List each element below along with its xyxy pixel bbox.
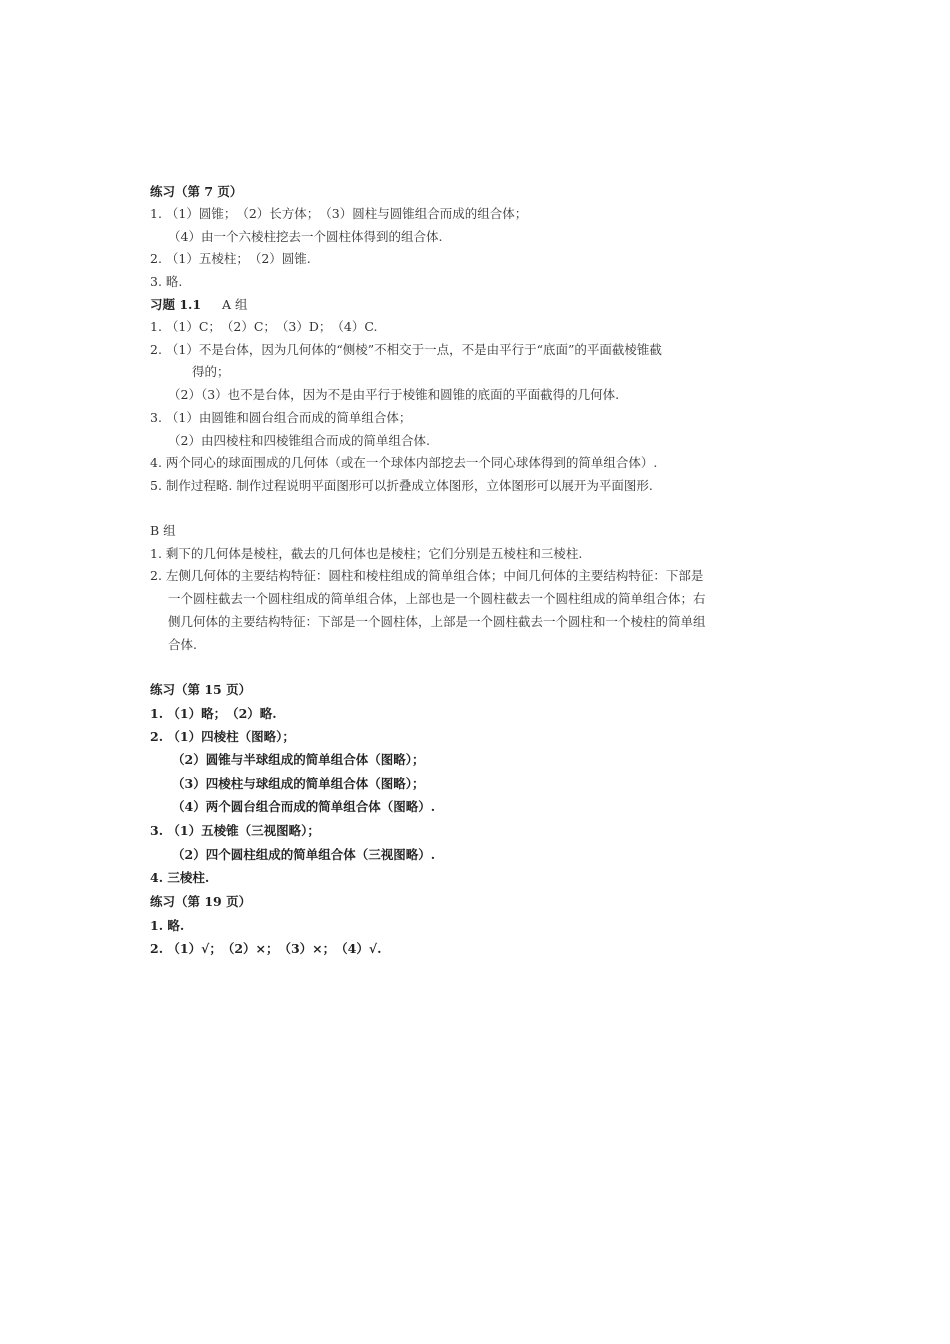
answer-line: 1. 略.: [150, 918, 185, 933]
answer-line: （4）两个圆台组合而成的简单组合体（图略）.: [172, 799, 436, 814]
section-title-exercise-p7: 练习（第 7 页）: [150, 184, 243, 199]
answer-line: 2. （1）√； （2）×； （3）×； （4）√.: [150, 941, 382, 956]
section-title-exercise-p19: 练习（第 19 页）: [150, 894, 252, 909]
answer-line: （2）（3）也不是台体，因为不是由平行于棱锥和圆锥的底面的平面截得的几何体.: [168, 387, 620, 402]
answer-line: 一个圆柱截去一个圆柱组成的简单组合体，上部也是一个圆柱截去一个圆柱组成的简单组合体；右: [168, 591, 706, 606]
answer-line: 3. 略.: [150, 274, 183, 289]
answer-line: 2. 左侧几何体的主要结构特征：圆柱和棱柱组成的简单组合体；中间几何体的主要结构特征：下部是: [150, 568, 704, 583]
answer-line: （2）圆锥与半球组成的简单组合体（图略）；: [172, 752, 425, 767]
answer-line: 1. （1）圆锥； （2）长方体； （3）圆柱与圆锥组合而成的组合体；: [150, 206, 528, 221]
answer-line: 4. 两个同心的球面围成的几何体（或在一个球体内部挖去一个同心球体得到的简单组合体）.: [150, 455, 658, 470]
answer-line: 2. （1）五棱柱； （2）圆锥.: [150, 251, 311, 266]
section-title-exercise-p15: 练习（第 15 页）: [150, 682, 252, 697]
answer-line: 3. （1）五棱锥（三视图略）；: [150, 823, 320, 838]
group-label-b: B 组: [150, 523, 176, 538]
answer-line: 得的；: [192, 364, 230, 379]
answer-line: 1. （1）C； （2）C； （3）D； （4）C.: [150, 319, 378, 334]
answer-line: 侧几何体的主要结构特征：下部是一个圆柱体，上部是一个圆柱截去一个圆柱和一个棱柱的简单组: [168, 614, 706, 629]
answer-line: 2. （1）四棱柱（图略）；: [150, 729, 295, 744]
answer-line: 4. 三棱柱.: [150, 870, 210, 885]
answer-line: （2）四个圆柱组成的简单组合体（三视图略）.: [172, 847, 436, 862]
answer-line: （4）由一个六棱柱挖去一个圆柱体得到的组合体.: [168, 229, 443, 244]
answer-line: 2. （1）不是台体，因为几何体的“侧棱”不相交于一点，不是由平行于“底面”的平面截棱锥截: [150, 342, 662, 357]
answer-line: 1. 剩下的几何体是棱柱，截去的几何体也是棱柱；它们分别是五棱柱和三棱柱.: [150, 546, 583, 561]
answer-line: 3. （1）由圆锥和圆台组合而成的简单组合体；: [150, 410, 412, 425]
section-title-problems-1-1: 习题 1.1: [150, 297, 202, 312]
answer-line: 合体.: [168, 637, 197, 652]
answer-line: 5. 制作过程略. 制作过程说明平面图形可以折叠成立体图形，立体图形可以展开为平面图形.: [150, 478, 653, 493]
group-label-a: A 组: [222, 297, 248, 312]
answer-line: （3）四棱柱与球组成的简单组合体（图略）；: [172, 776, 425, 791]
answer-line: （2）由四棱柱和四棱锥组合而成的简单组合体.: [168, 433, 430, 448]
answer-line: 1. （1）略； （2）略.: [150, 706, 277, 721]
